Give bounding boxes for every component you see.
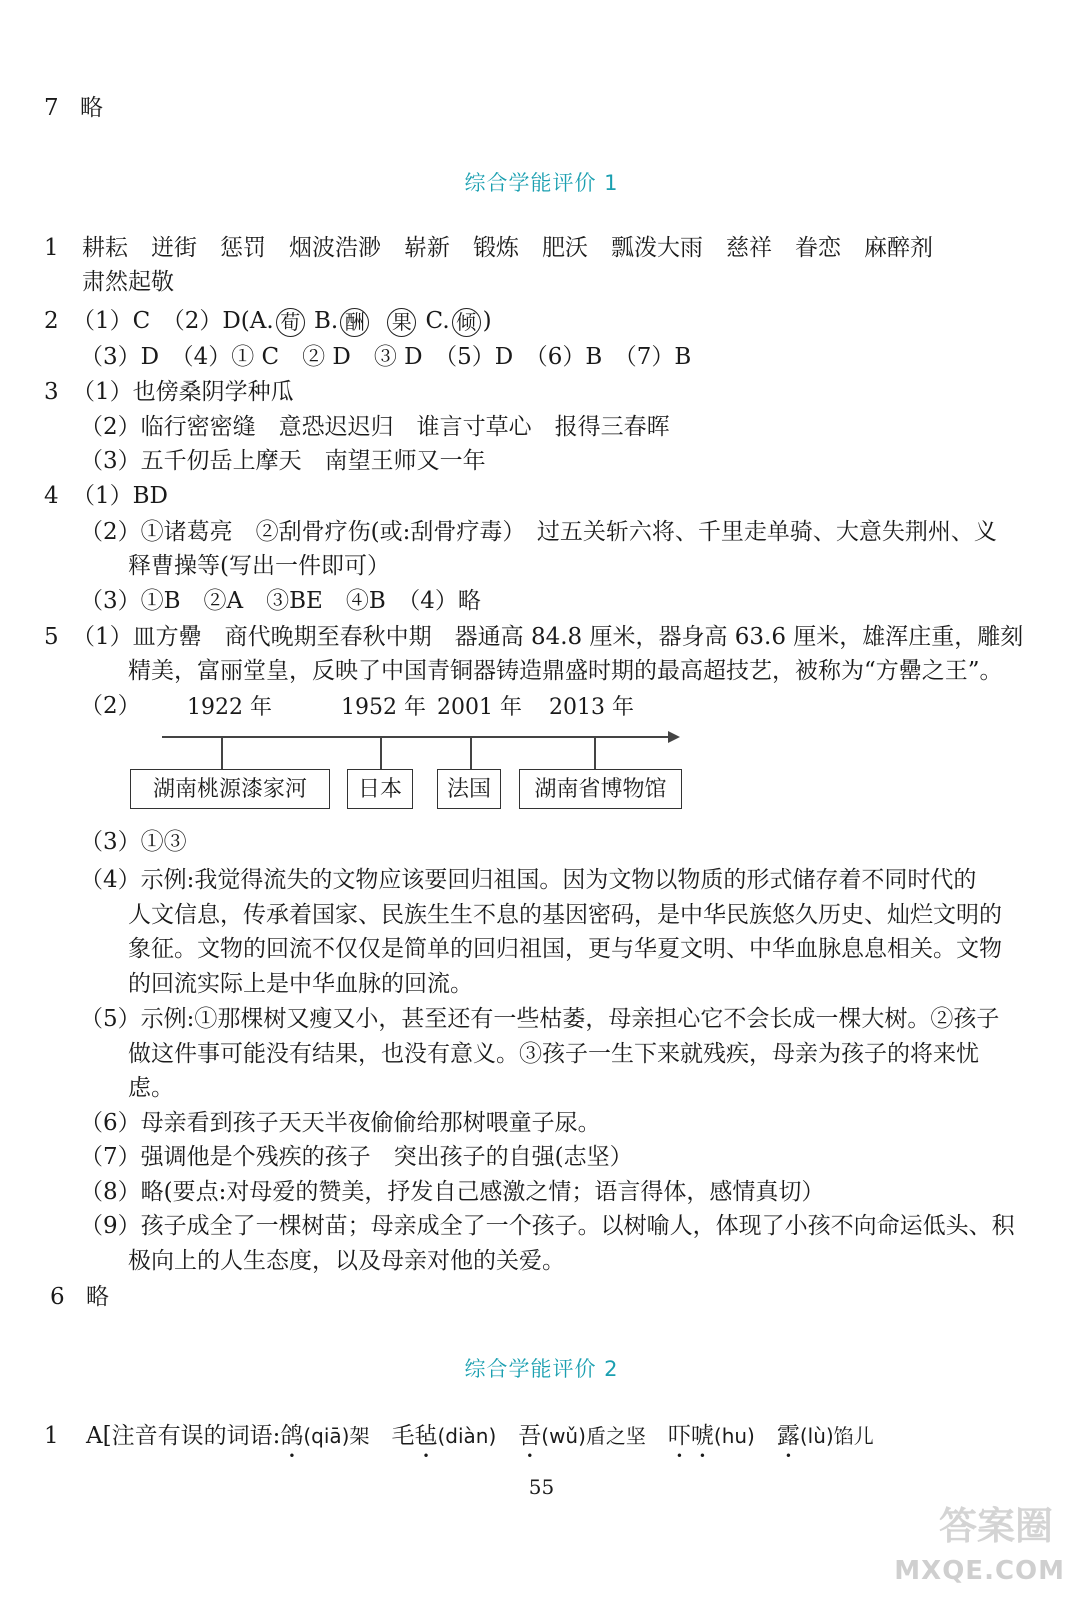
- timeline-year-3: 2001 年: [437, 695, 522, 720]
- q1-line-2: 肃然起敬: [82, 269, 174, 295]
- q2-line-2: （3）D （4）① C ② D ③ D （5）D （6）B （7）B: [80, 344, 692, 370]
- q5-p1-line-1: （1）皿方罍 商代晚期至春秋中期 器通高 84.8 厘米，器身高 63.6 厘米，雄浑庄重，雕刻: [72, 624, 1024, 650]
- watermark-chinese: 答案圈: [938, 1504, 1053, 1548]
- q5-p5-line-1: （5）示例:①那棵树又瘦又小，甚至还有一些枯萎，母亲担心它不会长成一棵大树。②孩子: [80, 1006, 1000, 1032]
- circled-char-4: 倾: [452, 308, 481, 337]
- s2-q1-line: [86, 1420, 874, 1463]
- q5-p6: （6）母亲看到孩子天天半夜偷偷给那树喂童子尿。: [80, 1110, 601, 1136]
- watermark-url: MXQE.COM: [894, 1556, 1065, 1586]
- dotted-char-4: 吓唬: [667, 1423, 714, 1449]
- q1-line-1: 耕耘 迸街 惩罚 烟波浩渺 崭新 锻炼 肥沃 瓢泼大雨 慈祥 眷恋 麻醉剂: [82, 235, 933, 261]
- timeline-tick-3: [470, 736, 472, 770]
- timeline-place-1: 湖南桃源漆家河: [130, 769, 330, 809]
- q5-p5-line-3: 虑。: [128, 1075, 174, 1101]
- timeline-tick-4: [594, 736, 596, 770]
- q3-line-2: （2）临行密密缝 意恐迟迟归 谁言寸草心 报得三春晖: [80, 414, 670, 440]
- q2-line-1-prefix: （1）C （2）D(A.: [72, 308, 274, 334]
- q3-number: 3: [44, 379, 59, 405]
- timeline-place-3: 法国: [437, 769, 501, 809]
- q6-number: 6: [50, 1284, 65, 1310]
- q4-number: 4: [44, 483, 59, 509]
- s2-q1-number: 1: [44, 1423, 59, 1449]
- q5-number: 5: [44, 624, 59, 650]
- q3-line-1: （1）也傍桑阴学种瓜: [72, 379, 294, 405]
- timeline-arrowhead: [668, 731, 680, 743]
- word-5-rest: (lù)馅儿: [799, 1424, 874, 1448]
- q4-line-4: （3）①B ②A ③BE ④B （4）略: [80, 588, 481, 614]
- timeline-tick-1: [221, 736, 223, 770]
- q5-p1-line-2: 精美，富丽堂皇，反映了中国青铜器铸造鼎盛时期的最高超技艺，被称为“方罍之王”。: [128, 658, 1003, 684]
- timeline-year-2: 1952 年: [341, 695, 426, 720]
- q5-p7: （7）强调他是个残疾的孩子 突出孩子的自强(志坚）: [80, 1144, 633, 1170]
- q5-p4-line-1: （4）示例:我觉得流失的文物应该要回归祖国。因为文物以物质的形式储存着不同时代的: [80, 867, 977, 893]
- q5-p5-line-2: 做这件事可能没有结果，也没有意义。③孩子一生下来就残疾，母亲为孩子的将来忧: [128, 1041, 979, 1067]
- section-2-title: 综合学能评价 2: [464, 1357, 619, 1381]
- timeline-tick-2: [380, 736, 382, 770]
- q4-line-1: （1）BD: [72, 483, 168, 509]
- timeline-place-2: 日本: [347, 769, 413, 809]
- q5-p4-line-2: 人文信息，传承着国家、民族生生不息的基因密码，是中华民族悠久历史、灿烂文明的: [128, 902, 1002, 928]
- word-2-pinyin: (diàn): [437, 1424, 497, 1448]
- q5-p9-line-1: （9）孩子成全了一棵树苗；母亲成全了一个孩子。以树喻人，体现了小孩不向命运低头、积: [80, 1213, 1015, 1239]
- dotted-char-1: 鸽: [280, 1423, 304, 1449]
- word-3-rest: (wǔ)盾之坚: [541, 1424, 646, 1448]
- q5-p2-label: （2）: [80, 693, 141, 719]
- q4-line-3: 释曹操等(写出一件即可）: [128, 553, 390, 579]
- q5-p4-line-4: 的回流实际上是中华血脉的回流。: [128, 971, 473, 997]
- item-7-text: 略: [80, 95, 103, 121]
- page-number: 55: [528, 1475, 555, 1499]
- q2-line-1: [72, 305, 492, 337]
- q3-line-3: （3）五千仞岳上摩天 南望王师又一年: [80, 448, 486, 474]
- q2-number: 2: [44, 308, 59, 334]
- word-1-rest: (qiā)架: [303, 1424, 370, 1448]
- item-7-number: 7: [44, 95, 59, 121]
- q2-option-c-label: C.: [418, 308, 450, 334]
- dotted-char-3: 吾: [518, 1423, 542, 1449]
- circled-char-2: 酬: [340, 308, 369, 337]
- circled-char-3: 果: [387, 308, 416, 337]
- word-4-pinyin: (hu): [713, 1424, 755, 1448]
- section-1-title: 综合学能评价 1: [464, 171, 619, 195]
- circled-char-1: 荀: [276, 308, 305, 337]
- q5-p3: （3）①③: [80, 829, 187, 855]
- q5-p4-line-3: 象征。文物的回流不仅仅是简单的回归祖国，更与华夏文明、中华血脉息息相关。文物: [128, 936, 1002, 962]
- q1-number: 1: [44, 235, 59, 261]
- timeline-year-1: 1922 年: [187, 695, 272, 720]
- word-2-char-1: 毛: [391, 1423, 415, 1449]
- s2-q1-prefix: A[注音有误的词语:: [86, 1423, 281, 1449]
- q5-p8: （8）略(要点:对母爱的赞美，抒发自己感激之情；语言得体，感情真切）: [80, 1179, 825, 1205]
- q2-option-b-label: B.: [306, 308, 339, 334]
- dotted-char-2: 毡: [414, 1423, 438, 1449]
- q5-p9-line-2: 极向上的人生态度，以及母亲对他的关爱。: [128, 1248, 565, 1274]
- q6-text: 略: [86, 1284, 109, 1310]
- q4-line-2: （2）①诸葛亮 ②刮骨疗伤(或:刮骨疗毒） 过五关斩六将、千里走单骑、大意失荆州、义: [80, 519, 997, 545]
- timeline-place-4: 湖南省博物馆: [519, 769, 682, 809]
- timeline-year-4: 2013 年: [549, 695, 634, 720]
- dotted-char-5: 露: [776, 1423, 800, 1449]
- q2-line-1-suffix: ): [482, 308, 492, 334]
